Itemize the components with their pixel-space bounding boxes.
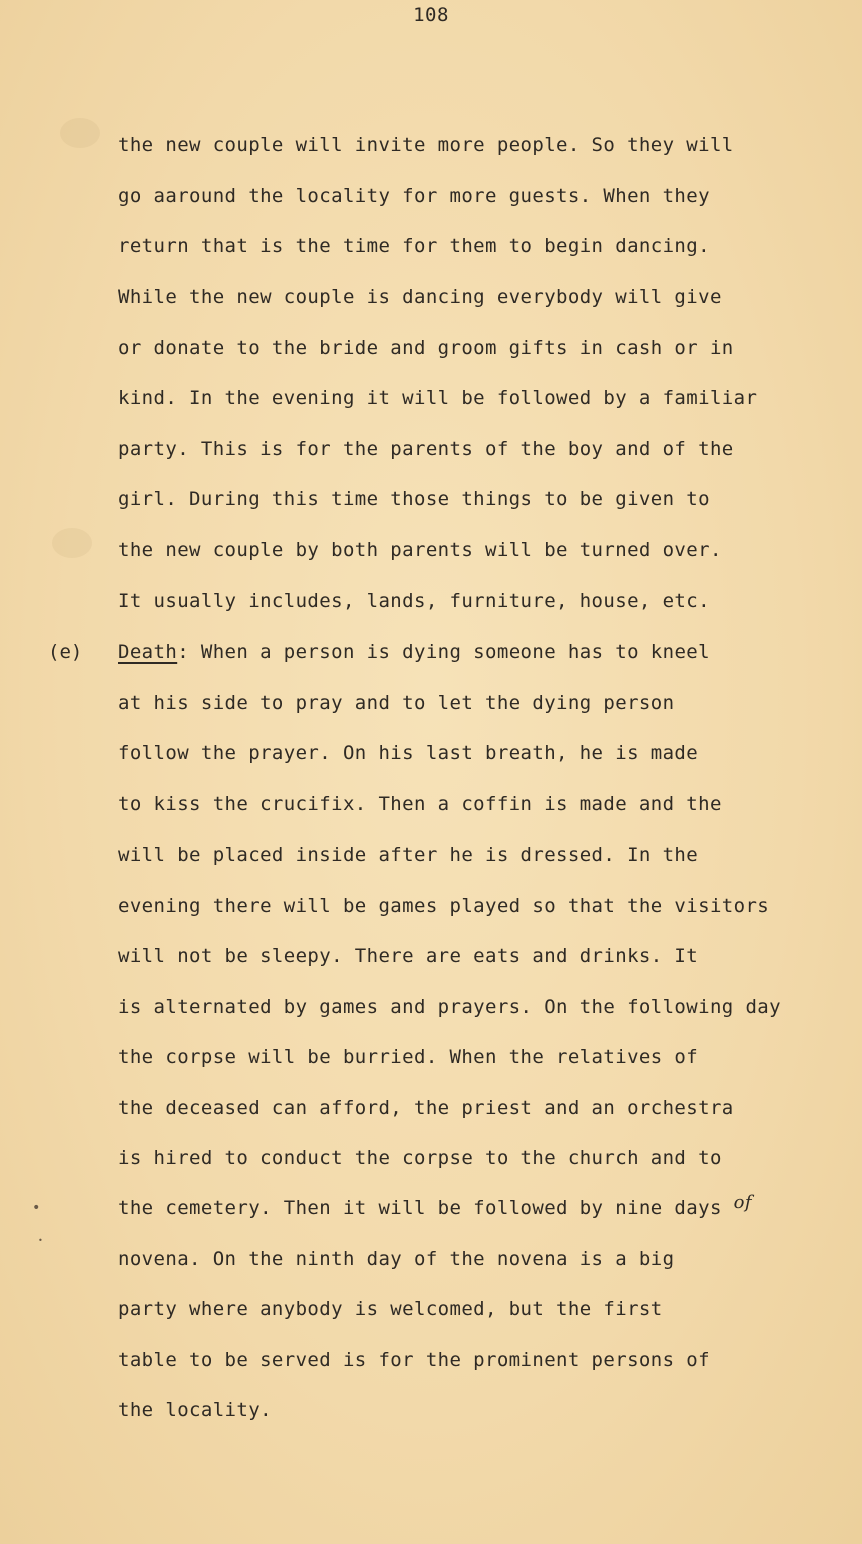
text-line: is alternated by games and prayers. On the following day — [118, 996, 781, 1018]
text-line: the locality. — [118, 1399, 272, 1421]
text-line: kind. In the evening it will be followed by a familiar — [118, 387, 758, 409]
section-marker: (e) — [48, 641, 83, 663]
text-line: or donate to the bride and groom gifts in cash or in — [118, 337, 734, 359]
text-line: girl. During this time those things to be given to — [118, 488, 710, 510]
text-line: return that is the time for them to begin dancing. — [118, 235, 710, 257]
text-line: novena. On the ninth day of the novena is a big — [118, 1248, 675, 1270]
text-line: evening there will be games played so that the visitors — [118, 895, 770, 917]
text-line: party. This is for the parents of the boy and of the — [118, 438, 734, 460]
section-heading: Death — [118, 641, 178, 663]
text-line: follow the prayer. On his last breath, he is made — [118, 742, 699, 764]
text-line: is hired to conduct the corpse to the church and to — [118, 1147, 722, 1169]
text-line: will be placed inside after he is dressed. In the — [118, 844, 699, 866]
text-line: will not be sleepy. There are eats and drinks. It — [118, 945, 699, 967]
section-line-text: : When a person is dying someone has to kneel — [177, 641, 710, 663]
page-number: 108 — [413, 4, 449, 26]
text-line: go aaround the locality for more guests. When they — [118, 185, 710, 207]
text-line-body: the cemetery. Then it will be followed by nine days — [118, 1197, 722, 1219]
paper-stain — [60, 118, 100, 148]
text-line: While the new couple is dancing everybody will give — [118, 286, 722, 308]
text-line: party where anybody is welcomed, but the first — [118, 1298, 663, 1320]
text-line: table to be served is for the prominent persons of — [118, 1349, 710, 1371]
ink-speck: • — [38, 1236, 43, 1245]
text-line: It usually includes, lands, furniture, house, etc. — [118, 590, 710, 612]
handwritten-insertion: of — [733, 1192, 752, 1213]
text-line: to kiss the crucifix. Then a coffin is made and the — [118, 793, 722, 815]
text-line: the deceased can afford, the priest and an orchestra — [118, 1097, 734, 1119]
text-line: at his side to pray and to let the dying person — [118, 692, 675, 714]
text-line: the new couple will invite more people. So they will — [118, 134, 734, 156]
ink-speck: • — [32, 1200, 41, 1216]
paper-stain — [52, 528, 92, 558]
section-line — [118, 640, 710, 664]
text-line: the new couple by both parents will be turned over. — [118, 539, 722, 561]
text-line: the corpse will be burried. When the relatives of — [118, 1046, 699, 1068]
text-line — [118, 1192, 752, 1221]
